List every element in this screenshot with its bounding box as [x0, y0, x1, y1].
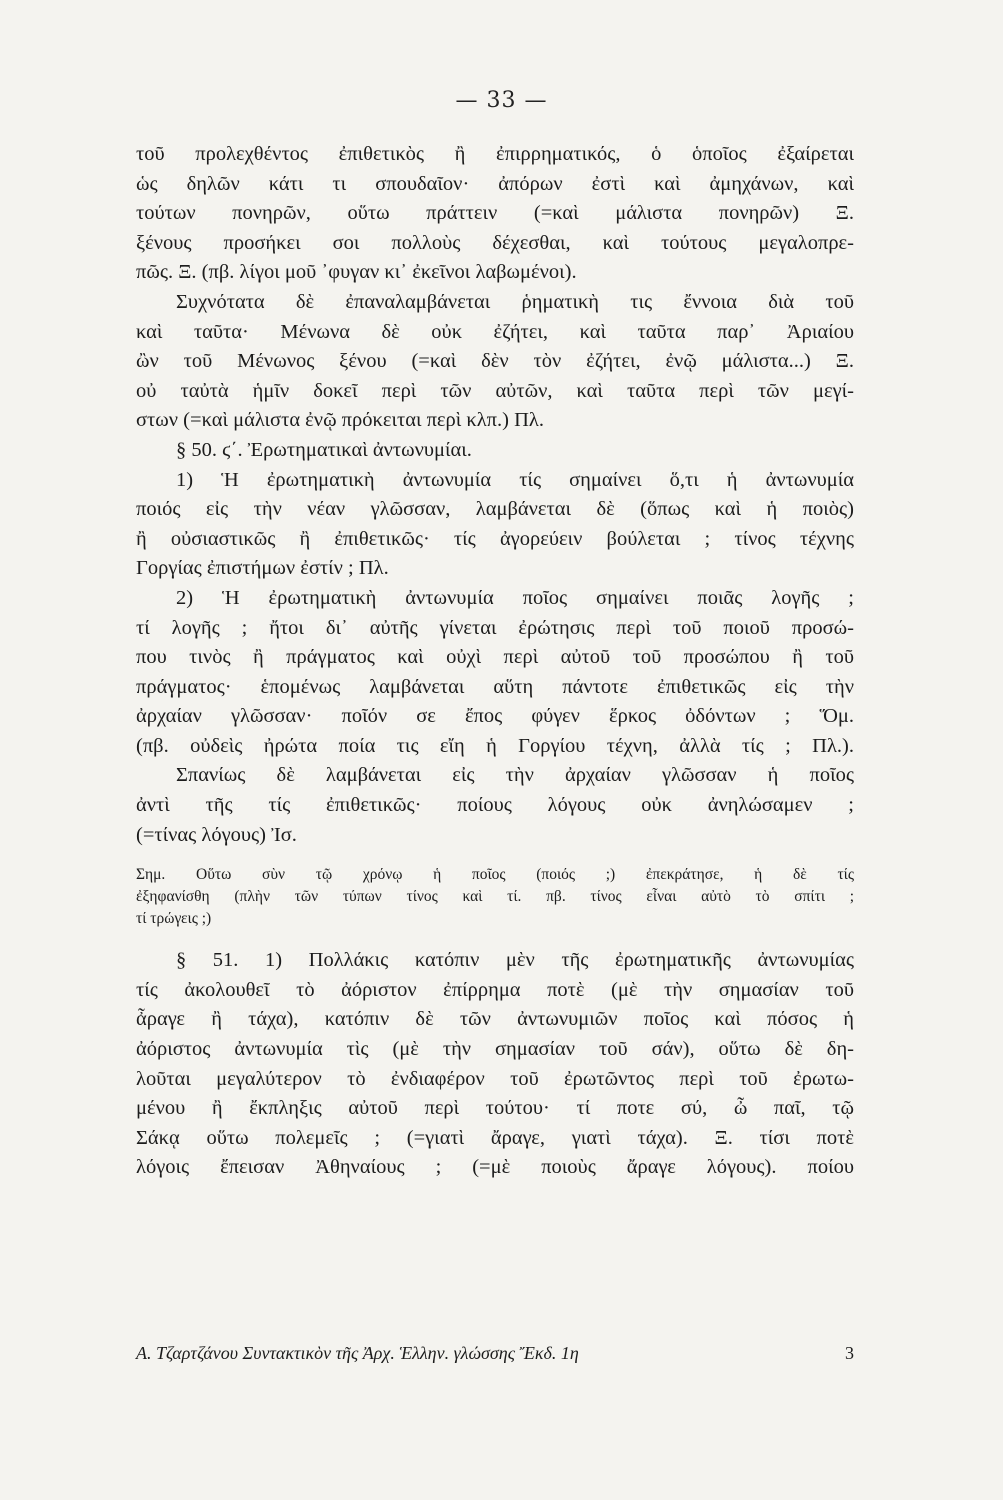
text-line: (πβ. οὐδεὶς ἠρώτα ποία τις εἴη ἡ Γοργίου τέχνη, ἀλλὰ τίς ; Πλ.).	[136, 734, 854, 757]
text-line: λόγοις ἔπεισαν Ἀθηναίους ; (=μὲ ποιοὺς ἄραγε λόγους). ποίου	[136, 1156, 854, 1179]
text-line: ὢν τοῦ Μένωνος ξένου (=καὶ δὲν τὸν ἐζήτει, ἐνῷ μάλιστα...) Ξ.	[136, 350, 854, 373]
text-line: Συχνότατα δὲ ἐπαναλαμβάνεται ῥηματικὴ τις ἔννοια διὰ τοῦ	[176, 290, 854, 313]
text-line: ἀρχαίαν γλῶσσαν· ποῖόν σε ἔπος φύγεν ἕρκος ὀδόντων ; Ὅμ.	[136, 705, 854, 728]
note-line: Σημ. Οὕτω σὺν τῷ χρόνῳ ἡ ποῖος (ποιός ;) ἐπεκράτησε, ἡ δὲ τίς	[136, 866, 854, 884]
text-line: ξένους προσήκει σοι πολλοὺς δέχεσθαι, καὶ τούτους μεγαλοπρε-	[136, 231, 854, 254]
text-line: 2) Ἡ ἐρωτηματικὴ ἀντωνυμία ποῖος σημαίνει ποιᾶς λογῆς ;	[176, 586, 854, 609]
text-line: Γοργίας ἐπιστήμων ἐστίν ; Πλ.	[136, 557, 389, 580]
text-line: λοῦται μεγαλύτερον τὸ ἐνδιαφέρον τοῦ ἐρωτῶντος περὶ τοῦ ἐρωτω-	[136, 1067, 854, 1090]
text-line: τούτων πονηρῶν, οὕτω πράττειν (=καὶ μάλιστα πονηρῶν) Ξ.	[136, 202, 854, 225]
main-text	[136, 140, 854, 1183]
page-number: — 33 —	[455, 88, 548, 113]
text-line: οὐ ταὐτὰ ἡμῖν δοκεῖ περὶ τῶν αὐτῶν, καὶ ταῦτα περὶ τῶν μεγί-	[136, 379, 854, 402]
text-line: μένου ἢ ἔκπληξις αὐτοῦ περὶ τούτου· τί ποτε σύ, ὦ παῖ, τῷ	[136, 1097, 854, 1120]
text-line: τοῦ προλεχθέντος ἐπιθετικὸς ἢ ἐπιρρηματικός, ὁ ὁποῖος ἐξαίρεται	[136, 143, 854, 165]
sheet-number: 3	[845, 1343, 854, 1363]
text-line: (=τίνας λόγους) Ἰσ.	[136, 823, 297, 846]
text-line: καὶ ταῦτα· Μένωνα δὲ οὐκ ἐζήτει, καὶ ταῦτα παρ᾿ Ἀριαίου	[136, 320, 854, 343]
section-51-line: § 51. 1) Πολλάκις κατόπιν μὲν τῆς ἐρωτηματικῆς ἀντωνυμίας	[176, 949, 854, 972]
text-line: Σπανίως δὲ λαμβάνεται εἰς τὴν ἀρχαίαν γλῶσσαν ἡ ποῖος	[176, 764, 854, 787]
note-block	[136, 864, 854, 930]
text-line: στων (=καὶ μάλιστα ἐνῷ πρόκειται περὶ κλπ.) Πλ.	[136, 409, 544, 432]
text-line: τί λογῆς ; ἤτοι δι᾿ αὐτῆς γίνεται ἐρώτησις περὶ τοῦ ποιοῦ προσώ-	[136, 616, 854, 639]
text-line: ποιός εἰς τὴν νέαν γλῶσσαν, λαμβάνεται δὲ (ὅπως καὶ ἡ ποιὸς)	[136, 498, 854, 521]
text-line: ἆραγε ἢ τάχα), κατόπιν δὲ τῶν ἀντωνυμιῶν ποῖος καὶ πόσος ἡ	[136, 1008, 854, 1031]
text-line: τίς ἀκολουθεῖ τὸ ἀόριστον ἐπίρρημα ποτὲ (μὲ τὴν σημασίαν τοῦ	[136, 978, 854, 1001]
footer-title: Α. Τζαρτζάνου Συντακτικὸν τῆς Ἀρχ. Ἑλλην. γλώσσης Ἔκδ. 1η	[136, 1343, 579, 1363]
note-line: τί τρώγεις ;)	[136, 910, 212, 928]
section-heading: § 50. ϛ΄. Ἐρωτηματικαὶ ἀντωνυμίαι.	[176, 438, 472, 461]
page-footer	[136, 1343, 854, 1364]
text-line: Σάκᾳ οὕτω πολεμεῖς ; (=γιατὶ ἄραγε, γιατὶ τάχα). Ξ. τίσι ποτὲ	[136, 1126, 854, 1149]
text-line: πράγματος· ἑπομένως λαμβάνεται αὕτη πάντοτε ἐπιθετικῶς εἰς τὴν	[136, 675, 854, 698]
text-line: ἀόριστος ἀντωνυμία τὶς (μὲ τὴν σημασίαν τοῦ σάν), οὕτω δὲ δη-	[136, 1038, 854, 1061]
text-line: ἢ οὐσιαστικῶς ἢ ἐπιθετικῶς· τίς ἀγορεύειν βούλεται ; τίνος τέχνης	[136, 527, 854, 550]
text-line: ἀντὶ τῆς τίς ἐπιθετικῶς· ποίους λόγους οὐκ ἀνηλώσαμεν ;	[136, 794, 854, 817]
note-line: ἐξηφανίσθη (πλὴν τῶν τύπων τίνος καὶ τί. πβ. τίνος εἶναι αὐτὸ τὸ σπίτι ;	[136, 888, 854, 906]
text-line: ὡς δηλῶν κάτι τι σπουδαῖον· ἀπόρων ἐστὶ καὶ ἀμηχάνων, καὶ	[136, 172, 854, 195]
text-line: 1) Ἡ ἐρωτηματικὴ ἀντωνυμία τίς σημαίνει ὅ,τι ἡ ἀντωνυμία	[176, 468, 854, 491]
text-line: πῶς. Ξ. (πβ. λίγοι μοῦ ᾿φυγαν κι᾿ ἐκεῖνοι λαβωμένοι).	[136, 261, 577, 284]
text-line: που τινὸς ἢ πράγματος καὶ οὐχὶ περὶ αὐτοῦ τοῦ προσώπου ἢ τοῦ	[136, 646, 854, 669]
